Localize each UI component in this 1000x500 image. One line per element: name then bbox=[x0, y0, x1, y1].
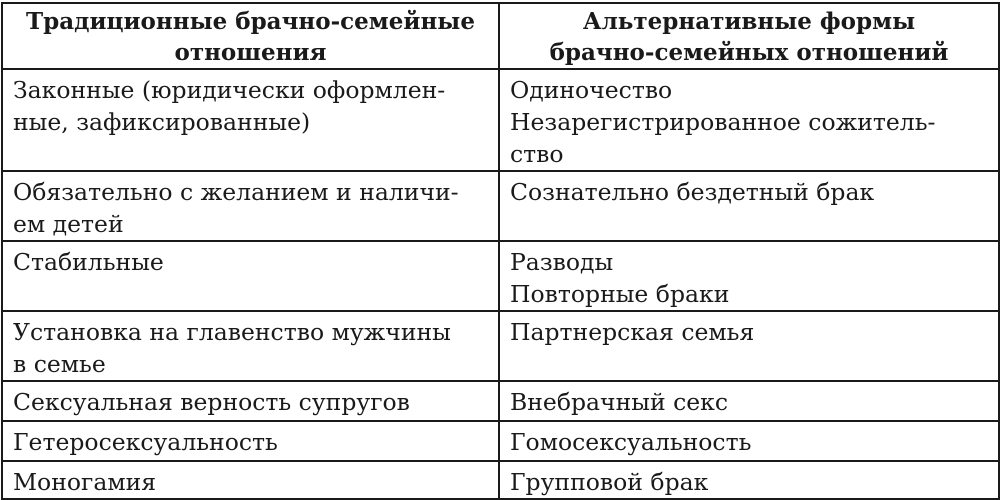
cell-traditional bbox=[2, 311, 499, 381]
header-alternative bbox=[499, 3, 999, 69]
table-row bbox=[2, 381, 999, 421]
cell-alternative bbox=[499, 461, 999, 499]
cell-alternative bbox=[499, 69, 999, 171]
cell-text-line: Внебрачный секс bbox=[510, 388, 728, 416]
cell-text-line: Одиночество bbox=[510, 76, 673, 104]
cell-traditional bbox=[2, 461, 499, 499]
cell-alternative bbox=[499, 381, 999, 421]
cell-text-line: Сознательно бездетный брак bbox=[510, 178, 875, 206]
cell-text-line: Повторные браки bbox=[510, 280, 730, 308]
cell-text-line: Групповой брак bbox=[510, 468, 709, 496]
header-traditional bbox=[2, 3, 499, 69]
cell-text-line: Стабильные bbox=[13, 248, 164, 276]
cell-alternative bbox=[499, 421, 999, 461]
cell-text-line: Сексуальная верность супругов bbox=[13, 388, 410, 416]
cell-traditional bbox=[2, 381, 499, 421]
cell-traditional bbox=[2, 421, 499, 461]
cell-text-line: Гомосексуальность bbox=[510, 428, 752, 456]
cell-text-line: Партнерская семья bbox=[510, 318, 755, 346]
header-alternative-line-2: брачно-семейных отношений bbox=[549, 39, 949, 66]
cell-text-line: Незарегистрированное сожитель- bbox=[510, 108, 936, 136]
cell-text-line: в семье bbox=[13, 350, 106, 378]
cell-alternative bbox=[499, 171, 999, 241]
table-row bbox=[2, 69, 999, 171]
header-traditional-line-2: отношения bbox=[174, 39, 327, 66]
cell-traditional bbox=[2, 171, 499, 241]
table-row bbox=[2, 311, 999, 381]
cell-text-line: Обязательно с желанием и наличи- bbox=[13, 178, 459, 206]
cell-text-line: Разводы bbox=[510, 248, 614, 276]
cell-alternative bbox=[499, 311, 999, 381]
table-header-row bbox=[2, 3, 999, 69]
cell-text-line: ем детей bbox=[13, 210, 124, 238]
cell-text-line: Моногамия bbox=[13, 468, 157, 496]
cell-traditional bbox=[2, 69, 499, 171]
cell-text-line: ные, зафиксированные) bbox=[13, 108, 311, 136]
table-row bbox=[2, 421, 999, 461]
cell-text-line: ство bbox=[510, 140, 564, 168]
cell-traditional bbox=[2, 241, 499, 311]
table-row bbox=[2, 171, 999, 241]
header-alternative-line-1: Альтернативные формы bbox=[582, 8, 916, 35]
cell-text-line: Гетеросексуальность bbox=[13, 428, 278, 456]
cell-text-line: Законные (юридически оформлен- bbox=[13, 76, 446, 104]
cell-alternative bbox=[499, 241, 999, 311]
comparison-table-wrapper bbox=[1, 2, 998, 496]
table-row bbox=[2, 461, 999, 499]
cell-text-line: Установка на главенство мужчины bbox=[13, 318, 451, 346]
table-row bbox=[2, 241, 999, 311]
header-traditional-line-1: Традиционные брачно-семейные bbox=[26, 8, 475, 35]
marriage-family-relations-table bbox=[1, 2, 1000, 500]
